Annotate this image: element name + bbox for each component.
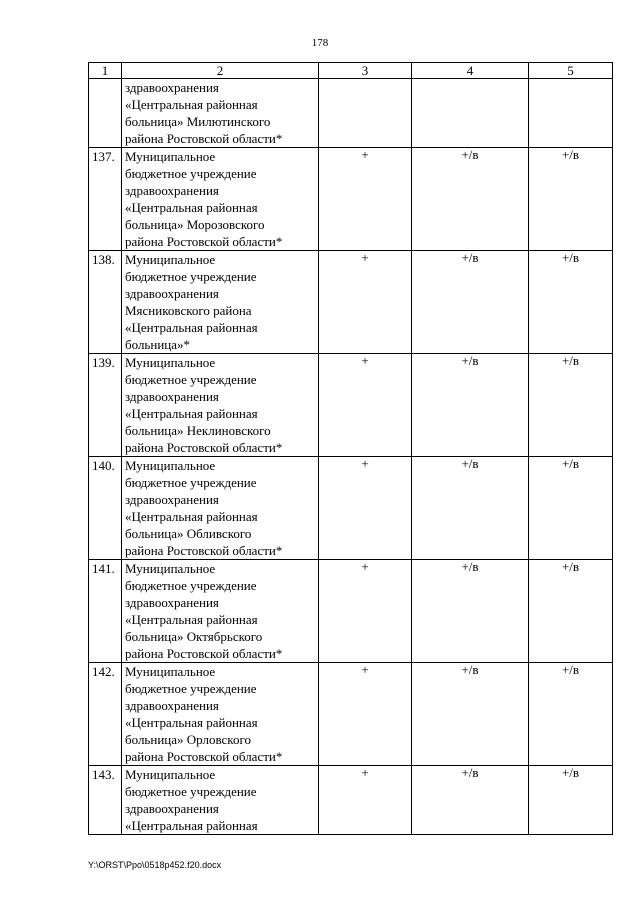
facility-name-line: «Центральная районная <box>125 818 258 833</box>
facility-name-line: «Центральная районная <box>125 320 258 335</box>
facility-name-line: района Ростовской области* <box>125 440 283 455</box>
table-row <box>89 457 613 560</box>
facility-name <box>122 766 319 835</box>
facility-name-line: больница» Орловского <box>125 732 251 747</box>
facility-name-line: здравоохранения <box>125 389 219 404</box>
facility-name <box>122 663 319 766</box>
facility-name-line: «Центральная районная <box>125 715 258 730</box>
column-3-value <box>319 79 412 148</box>
facility-name-line: бюджетное учреждение <box>125 784 257 799</box>
table-header-row <box>89 63 613 79</box>
facility-name-line: Муниципальное <box>125 664 216 679</box>
facility-name-line: здравоохранения <box>125 801 219 816</box>
row-number: 139. <box>89 354 122 457</box>
column-5-value: +/в <box>529 354 613 457</box>
facility-name-line: больница» Милютинского <box>125 114 271 129</box>
facility-name <box>122 354 319 457</box>
facility-name-line: Муниципальное <box>125 561 216 576</box>
column-3-value: + <box>319 251 412 354</box>
column-3-value: + <box>319 148 412 251</box>
facility-name-line: Муниципальное <box>125 355 216 370</box>
facility-name-line: здравоохранения <box>125 698 219 713</box>
column-header-1: 1 <box>89 63 122 79</box>
facility-name-line: района Ростовской области* <box>125 234 283 249</box>
facility-name-line: бюджетное учреждение <box>125 578 257 593</box>
column-5-value: +/в <box>529 560 613 663</box>
column-header-5: 5 <box>529 63 613 79</box>
column-5-value <box>529 79 613 148</box>
facility-name-line: бюджетное учреждение <box>125 475 257 490</box>
row-number: 141. <box>89 560 122 663</box>
row-number <box>89 79 122 148</box>
table-row-continuation <box>89 79 613 148</box>
column-3-value: + <box>319 457 412 560</box>
facility-name <box>122 251 319 354</box>
facility-name-line: здравоохранения <box>125 492 219 507</box>
facility-name <box>122 457 319 560</box>
facility-name-line: «Центральная районная <box>125 612 258 627</box>
table-row <box>89 663 613 766</box>
column-4-value: +/в <box>412 148 529 251</box>
facility-name-line: района Ростовской области* <box>125 543 283 558</box>
column-header-3: 3 <box>319 63 412 79</box>
facility-name-line: больница» Обливского <box>125 526 252 541</box>
facility-name-line: Мясниковского района <box>125 303 252 318</box>
facility-name-line: Муниципальное <box>125 252 216 267</box>
column-4-value: +/в <box>412 354 529 457</box>
column-4-value: +/в <box>412 457 529 560</box>
facility-name <box>122 560 319 663</box>
facility-name-line: бюджетное учреждение <box>125 681 257 696</box>
table-row <box>89 251 613 354</box>
row-number: 138. <box>89 251 122 354</box>
column-header-2: 2 <box>122 63 319 79</box>
file-path-footer: Y:\ORST\Ppo\0518p452.f20.docx <box>88 860 222 870</box>
column-4-value: +/в <box>412 251 529 354</box>
facility-name-line: района Ростовской области* <box>125 131 283 146</box>
facilities-table <box>88 62 613 835</box>
column-5-value: +/в <box>529 663 613 766</box>
column-4-value: +/в <box>412 766 529 835</box>
column-5-value: +/в <box>529 457 613 560</box>
column-3-value: + <box>319 766 412 835</box>
column-header-4: 4 <box>412 63 529 79</box>
row-number: 143. <box>89 766 122 835</box>
table-row <box>89 148 613 251</box>
table-row <box>89 560 613 663</box>
column-3-value: + <box>319 663 412 766</box>
facility-name-line: «Центральная районная <box>125 200 258 215</box>
facility-name-line: здравоохранения <box>125 80 219 95</box>
column-4-value: +/в <box>412 560 529 663</box>
column-5-value: +/в <box>529 251 613 354</box>
page-number: 178 <box>311 37 329 49</box>
column-5-value: +/в <box>529 766 613 835</box>
facility-name-line: больница» Морозовского <box>125 217 265 232</box>
facility-name-line: района Ростовской области* <box>125 749 283 764</box>
facility-name-line: Муниципальное <box>125 767 216 782</box>
column-3-value: + <box>319 560 412 663</box>
row-number: 140. <box>89 457 122 560</box>
row-number: 142. <box>89 663 122 766</box>
facility-name-line: «Центральная районная <box>125 406 258 421</box>
facility-name <box>122 148 319 251</box>
facility-name-line: «Центральная районная <box>125 97 258 112</box>
facility-name-line: здравоохранения <box>125 595 219 610</box>
facility-name-line: бюджетное учреждение <box>125 269 257 284</box>
facility-name-line: здравоохранения <box>125 286 219 301</box>
facility-name-line: больница»* <box>125 337 190 352</box>
facility-name-line: бюджетное учреждение <box>125 372 257 387</box>
facility-name-line: больница» Октябрьского <box>125 629 263 644</box>
facility-name-line: здравоохранения <box>125 183 219 198</box>
table-row <box>89 354 613 457</box>
column-4-value: +/в <box>412 663 529 766</box>
column-4-value <box>412 79 529 148</box>
facility-name-line: бюджетное учреждение <box>125 166 257 181</box>
facility-name-line: Муниципальное <box>125 149 216 164</box>
facility-name <box>122 79 319 148</box>
column-3-value: + <box>319 354 412 457</box>
facility-name-line: «Центральная районная <box>125 509 258 524</box>
row-number: 137. <box>89 148 122 251</box>
column-5-value: +/в <box>529 148 613 251</box>
facility-name-line: больница» Неклиновского <box>125 423 271 438</box>
facility-name-line: района Ростовской области* <box>125 646 283 661</box>
facility-name-line: Муниципальное <box>125 458 216 473</box>
table-row <box>89 766 613 835</box>
